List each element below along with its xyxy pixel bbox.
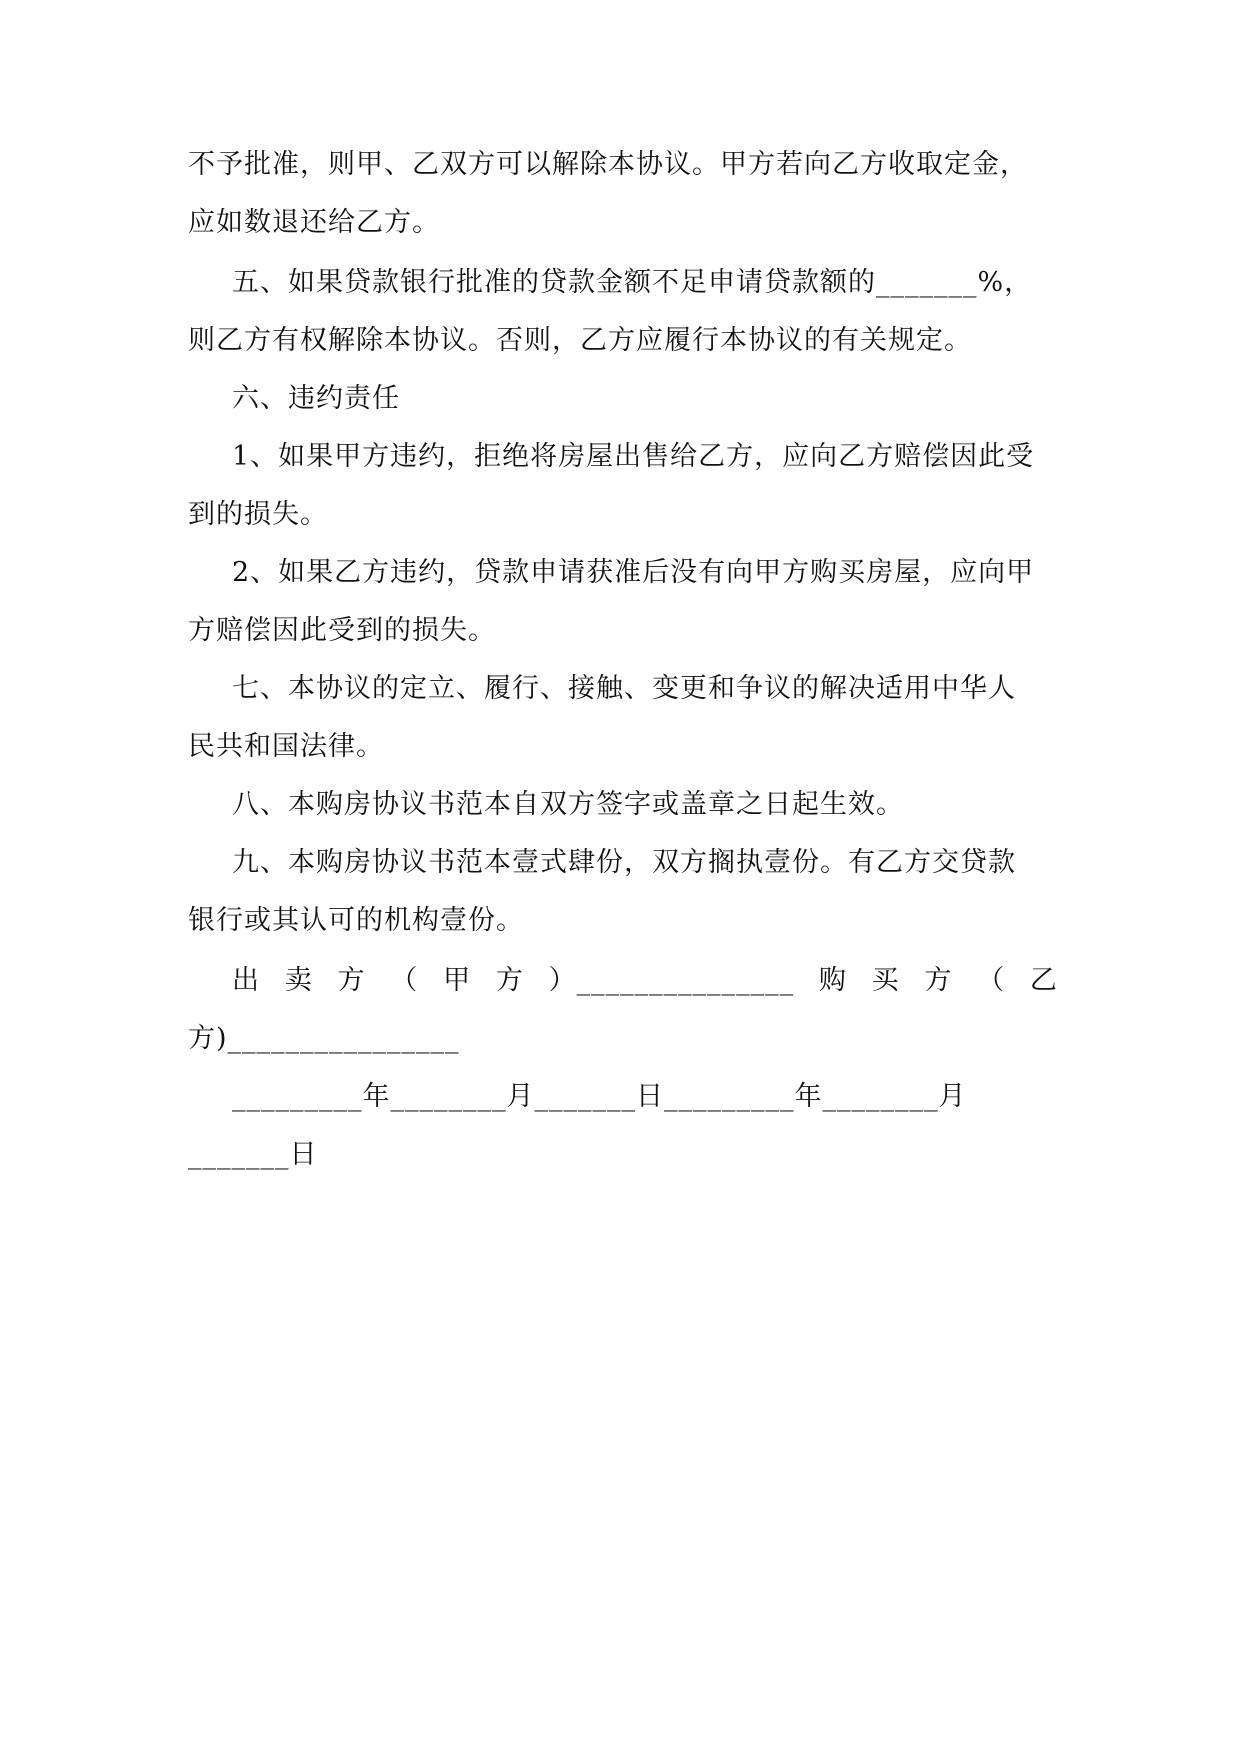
signature-char-1: 出 (232, 965, 260, 996)
clause-seven-line-1: 七、本协议的定立、履行、接触、变更和争议的解决适用中华人 (232, 673, 1016, 704)
signature-char-3: 方 (337, 965, 366, 996)
clause-six-item-1-line-2: 到的损失。 (188, 499, 328, 530)
signature-char-4: （ (390, 965, 419, 996)
signature-char-7: 购 (818, 965, 847, 996)
buyer-signature-line: 方)________________ (188, 1023, 460, 1054)
clause-six-item-2-line-2: 方赔偿因此受到的损失。 (188, 615, 496, 646)
signature-char-9: 方 (924, 965, 953, 996)
signature-char-11: 乙 (1029, 965, 1058, 996)
signature-char-8: 买 (871, 965, 900, 996)
clause-seven-line-2: 民共和国法律。 (188, 731, 384, 762)
paragraph-line-1: 不予批准，则甲、乙双方可以解除本协议。甲方若向乙方收取定金， (188, 149, 1028, 180)
signature-char-10: （ (977, 965, 1006, 996)
clause-six-item-2-line-1: 2、如果乙方违约，贷款申请获准后没有向甲方购买房屋，应向甲 (232, 557, 1035, 588)
paragraph-line-2: 应如数退还给乙方。 (188, 207, 440, 238)
clause-six-item-1-line-1: 1、如果甲方违约，拒绝将房屋出售给乙方，应向乙方赔偿因此受 (232, 441, 1035, 472)
seller-signature-blank: ）_______________ (548, 965, 795, 996)
clause-eight: 八、本购房协议书范本自双方签字或盖章之日起生效。 (232, 789, 904, 820)
signature-line-1 (232, 964, 1058, 998)
date-line-1: _________年________月_______日_________年________月 (232, 1081, 967, 1112)
clause-five-line-2: 则乙方有权解除本协议。否则，乙方应履行本协议的有关规定。 (188, 325, 972, 356)
signature-char-6: 方 (495, 965, 524, 996)
clause-nine-line-1: 九、本购房协议书范本壹式肆份，双方搁执壹份。有乙方交贷款 (232, 847, 1016, 878)
date-line-2: _______日 (188, 1139, 318, 1170)
clause-six-title: 六、违约责任 (232, 383, 400, 414)
signature-char-2: 卖 (284, 965, 313, 996)
clause-five-line-1: 五、如果贷款银行批准的贷款金额不足申请贷款额的_______%， (232, 267, 1033, 298)
signature-char-5: 甲 (443, 965, 472, 996)
clause-nine-line-2: 银行或其认可的机构壹份。 (188, 905, 524, 936)
